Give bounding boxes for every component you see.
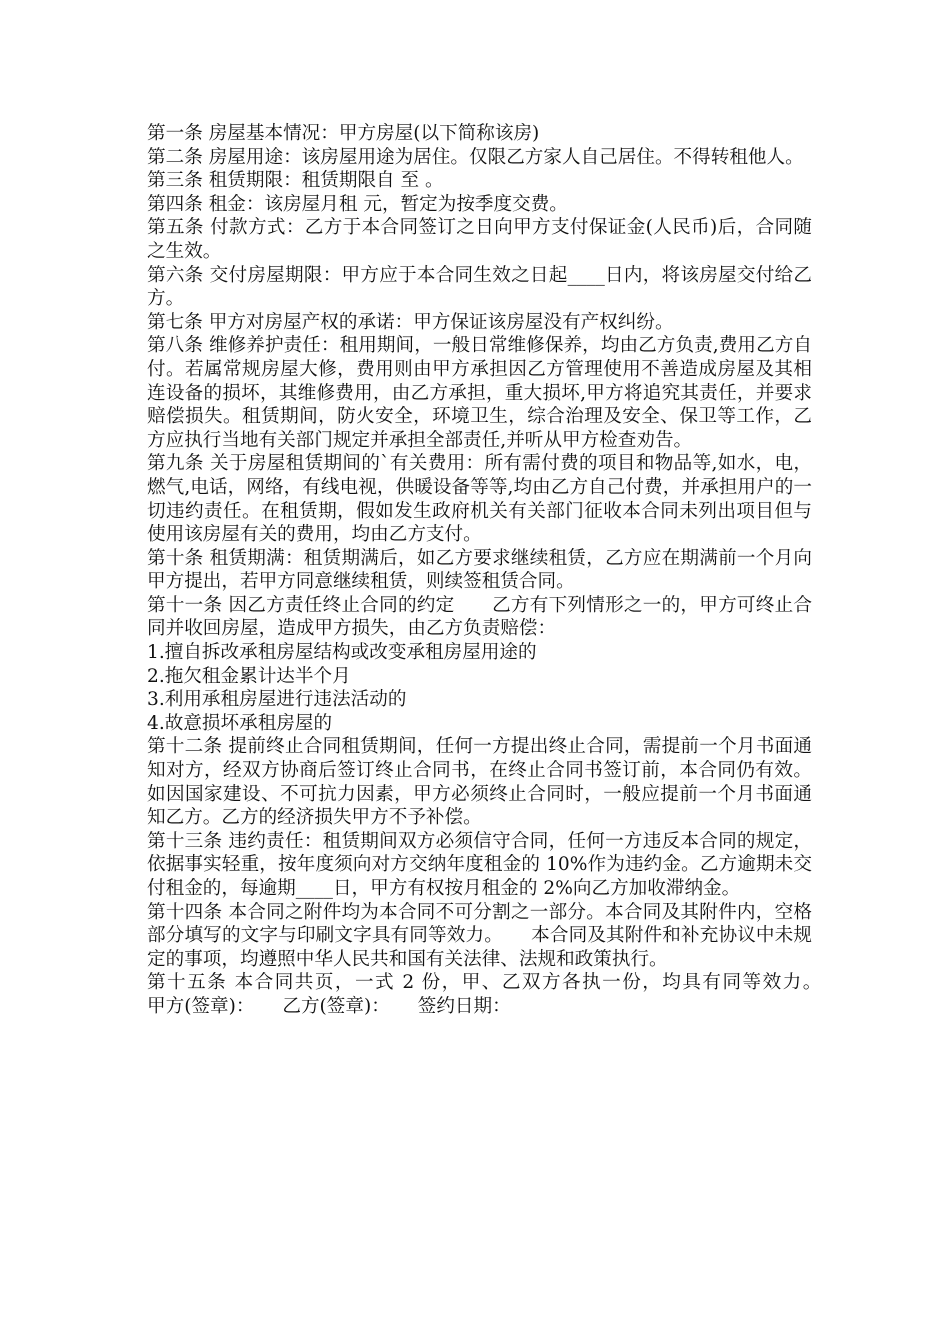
clause-5-payment-method: 第五条 付款方式：乙方于本合同签订之日向甲方支付保证金(人民币)后，合同随之生效。 xyxy=(147,217,812,262)
clause-8-maintenance: 第八条 维修养护责任：租用期间，一般日常维修保养，均由乙方负责,费用乙方自付。若属常规房屋大修，费用则由甲方承担因乙方管理使用不善造成房屋及其相连设备的损坏，其维修费用，由乙方承担，重大损坏,甲方将追究其责任，并要求赔偿损失。租赁期间，防火安全，环境卫生，综合治理及安全、保卫等工作，乙方应执行当地有关部门规定并承担全部责任,并听从甲方检查劝告。 xyxy=(147,335,812,451)
clause-14-annexes: 第十四条 本合同之附件均为本合同不可分割之一部分。本合同及其附件内，空格部分填写的文字与印刷文字具有同等效力。 本合同及其附件和补充协议中未规定的事项，均遵照中华人民共和国有关法律、法规和政策执行。 xyxy=(147,901,812,970)
clause-10-lease-expiry: 第十条 租赁期满：租赁期满后，如乙方要求继续租赁，乙方应在期满前一个月向甲方提出，若甲方同意继续租赁，则续签租赁合同。 xyxy=(147,547,812,593)
list-item-2: 2.拖欠租金累计达半个月 xyxy=(147,665,351,687)
clause-3-lease-term: 第三条 租赁期限：租赁期限自 至 。 xyxy=(147,170,444,192)
clause-9-fees: 第九条 关于房屋租赁期间的`有关费用：所有需付费的项目和物品等,如水，电，燃气,电话，网络，有线电视，供暖设备等等,均由乙方自己付费，并承担用户的一切违约责任。在租赁期，假如发生政府机关有关部门征收本合同未列出项目但与使用该房屋有关的费用，均由乙方支付。 xyxy=(147,453,812,546)
list-item-3: 3.利用承租房屋进行违法活动的 xyxy=(147,689,407,711)
clause-13-liability: 第十三条 违约责任：租赁期间双方必须信守合同，任何一方违反本合同的规定，依据事实轻重，按年度须向对方交纳年度租金的 10%作为违约金。乙方逾期未交付租金的，每逾期____日，甲方有权按月租金的 2%向乙方加收滞纳金。 xyxy=(147,830,812,899)
list-item-1: 1.擅自拆改承租房屋结构或改变承租房屋用途的 xyxy=(147,642,537,664)
clause-15-copies-and-signatures: 第十五条 本合同共页，一式 2 份，甲、乙双方各执一份，均具有同等效力。 甲方(签章)： 乙方(签章)： 签约日期： xyxy=(147,972,850,1017)
clause-7-ownership-promise: 第七条 甲方对房屋产权的承诺：甲方保证该房屋没有产权纠纷。 xyxy=(147,311,674,333)
clause-6-delivery-period: 第六条 交付房屋期限：甲方应于本合同生效之日起____日内，将该房屋交付给乙方。 xyxy=(147,264,812,310)
contract-body xyxy=(147,122,850,1019)
clause-11-termination-by-tenant-fault: 第十一条 因乙方责任终止合同的约定 乙方有下列情形之一的，甲方可终止合同并收回房屋，造成甲方损失，由乙方负责赔偿： xyxy=(147,594,812,640)
clause-12-early-termination: 第十二条 提前终止合同租赁期间，任何一方提出终止合同，需提前一个月书面通知对方，经双方协商后签订终止合同书，在终止合同书签订前，本合同仍有效。如因国家建设、不可抗力因素，甲方必须终止合同时，一般应提前一个月书面通知乙方。乙方的经济损失甲方不予补偿。 xyxy=(147,736,812,829)
clause-4-rent: 第四条 租金：该房屋月租 元，暂定为按季度交费。 xyxy=(147,193,568,215)
clause-2-property-use: 第二条 房屋用途：该房屋用途为居住。仅限乙方家人自己居住。不得转租他人。 xyxy=(147,146,804,168)
list-item-4: 4.故意损坏承租房屋的 xyxy=(147,712,333,734)
clause-1-property-info: 第一条 房屋基本情况：甲方房屋(以下简称该房) xyxy=(147,123,540,144)
